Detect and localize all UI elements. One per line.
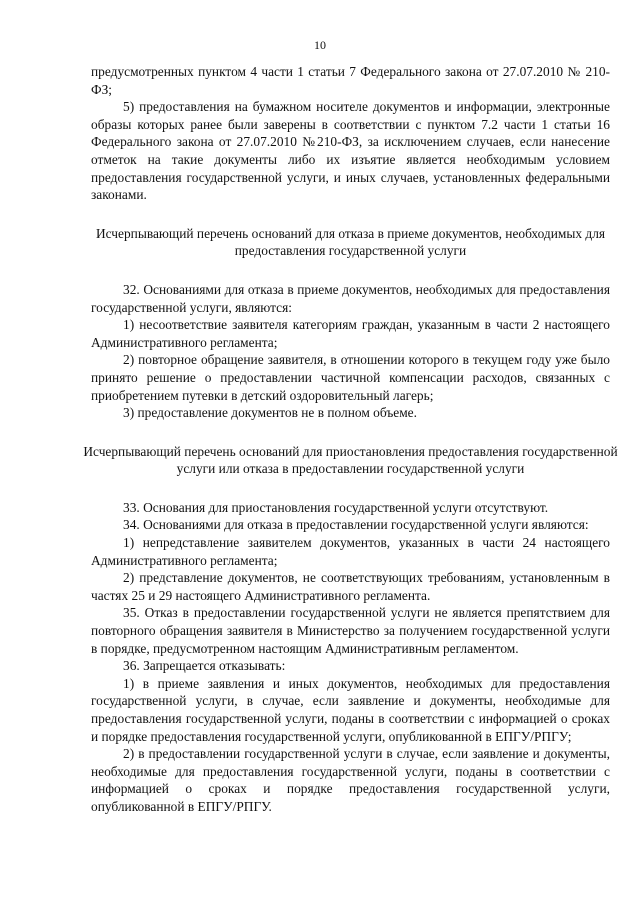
paragraph-35: 35. Отказ в предоставлении государственной услуги не является препятствием для повторного обращения заявителя в Министерство за получением государственной услуги в порядке, предусмотренном настоящим Административным регламентом. bbox=[91, 605, 610, 656]
paragraph-34-item-1: 1) непредставление заявителем документов, указанных в части 24 настоящего Административного регламента; bbox=[91, 535, 610, 568]
paragraph-34-item-2: 2) представление документов, не соответствующих требованиям, установленным в частях 25 и 29 настоящего Административного регламента. bbox=[91, 570, 610, 603]
document-body bbox=[83, 63, 618, 816]
paragraph-32-item-1: 1) несоответствие заявителя категориям граждан, указанным в части 2 настоящего Административного регламента; bbox=[91, 317, 610, 350]
section-heading-suspension-refusal: Исчерпывающий перечень оснований для приостановления предоставления государственной услуги или отказа в предоставлении государственной услуги bbox=[83, 443, 618, 477]
paragraph-item-5: 5) предоставления на бумажном носителе документов и информации, электронные образы которых ранее были заверены в соответствии с пунктом 7.2 части 1 статьи 16 Федерального закона от 27.07.2010 №210-ФЗ, за исключением случаев, если нанесение отметок на такие документы либо их изъятие является необходимым условием предоставления государственной услуги, и иных случаев, установленных федеральными законами. bbox=[91, 99, 610, 203]
middle-section bbox=[91, 281, 610, 422]
paragraph-32-item-3: 3) предоставление документов не в полном объеме. bbox=[123, 405, 417, 421]
paragraph-33: 33. Основания для приостановления государственной услуги отсутствуют. bbox=[123, 499, 549, 515]
paragraph-36-item-2: 2) в предоставлении государственной услуги в случае, если заявление и документы, необходимые для предоставления государственной услуги, поданы в соответствии с информацией о сроках и порядке предоставления государственной услуги, опубликованной в ЕПГУ/РПГУ. bbox=[91, 746, 610, 814]
section-heading-refusal-acceptance: Исчерпывающий перечень оснований для отказа в приеме документов, необходимых для предоставления государственной услуги bbox=[95, 225, 606, 259]
paragraph-36: 36. Запрещается отказывать: bbox=[123, 658, 286, 674]
page-number: 10 bbox=[314, 38, 326, 52]
paragraph-continuation: предусмотренных пунктом 4 части 1 статьи 7 Федерального закона от 27.07.2010 № 210-ФЗ; bbox=[91, 64, 610, 97]
paragraph-36-item-1: 1) в приеме заявления и иных документов, необходимых для предоставления государственной услуги, в случае, если заявление и документы, необходимые для предоставления государственной услуги, поданы в соответствии с информацией о сроках и порядке предоставления государственной услуги, опубликованной в ЕПГУ/РПГУ; bbox=[91, 675, 610, 744]
paragraph-32: 32. Основаниями для отказа в приеме документов, необходимых для предоставления государственной услуги, являются: bbox=[91, 281, 610, 315]
top-section bbox=[91, 63, 610, 204]
paragraph-32-item-2: 2) повторное обращение заявителя, в отношении которого в текущем году уже было принято решение о предоставлении частичной компенсации расходов, связанных с приобретением путевки в детский оздоровительный лагерь; bbox=[91, 352, 610, 403]
bottom-section bbox=[91, 499, 610, 816]
paragraph-34: 34. Основаниями для отказа в предоставлении государственной услуги являются: bbox=[123, 517, 589, 533]
